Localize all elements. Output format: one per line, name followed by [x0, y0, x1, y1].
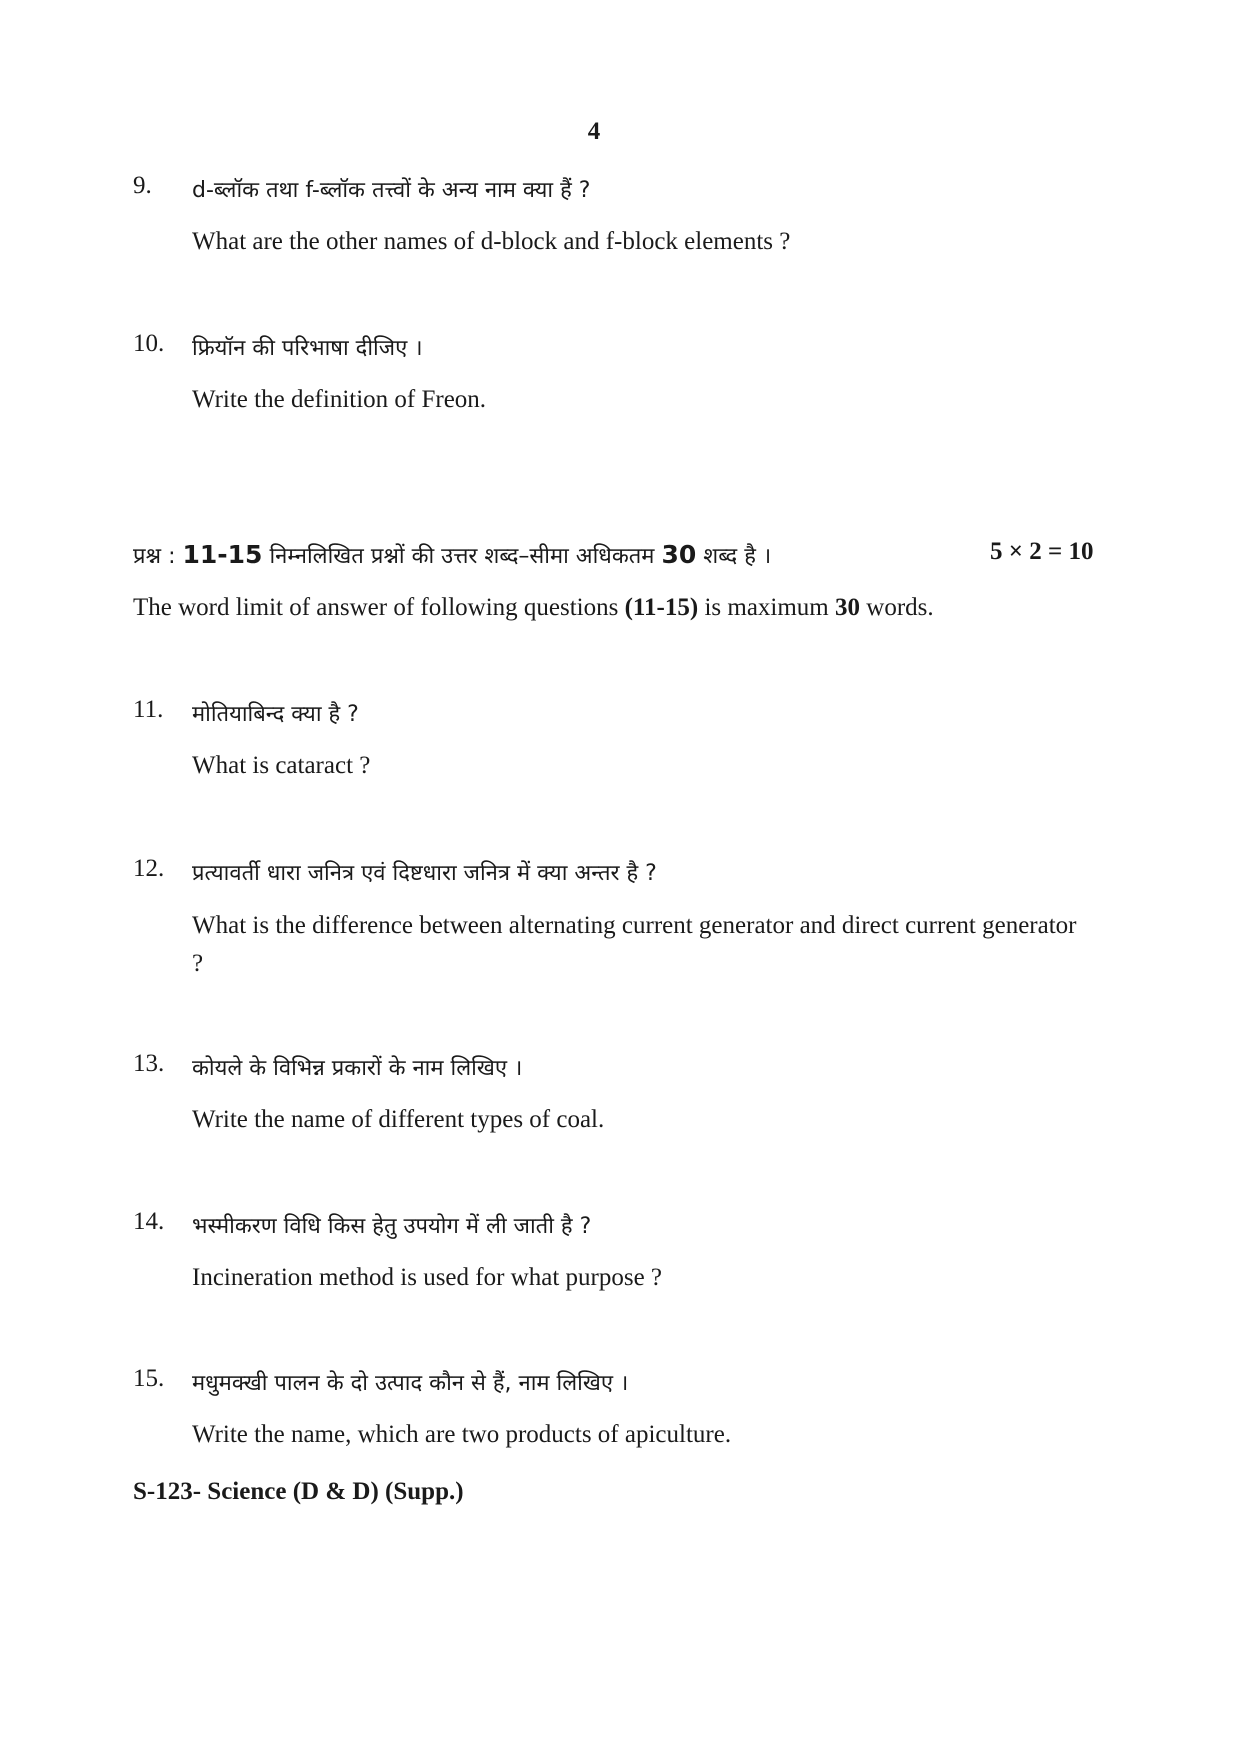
question-10-hindi: फ्रियॉन की परिभाषा दीजिए ।	[192, 336, 423, 361]
question-12-number: 12.	[133, 855, 165, 882]
question-15-number: 15.	[133, 1365, 165, 1392]
section-instruction-hindi: प्रश्न : 11-15 निम्नलिखित प्रश्नों की उत्तर शब्द–सीमा अधिकतम 30 शब्द है ।	[133, 540, 772, 569]
question-12-english: What is the difference between alternating current generator and direct current generator ?	[192, 912, 1077, 977]
question-12-hindi: प्रत्यावर्ती धारा जनित्र एवं दिष्टधारा जनित्र में क्या अन्तर है ?	[192, 861, 657, 886]
section-marks: 5 × 2 = 10	[990, 538, 1094, 565]
section-instruction-english: The word limit of answer of following questions (11-15) is maximum 30 words.	[133, 594, 934, 621]
question-13-english: Write the name of different types of coal.	[192, 1106, 605, 1133]
question-13-number: 13.	[133, 1050, 165, 1077]
paper-code-footer: S-123- Science (D & D) (Supp.)	[133, 1478, 464, 1505]
question-15-english: Write the name, which are two products of apiculture.	[192, 1421, 732, 1448]
question-9-number: 9.	[133, 172, 152, 199]
question-14-number: 14.	[133, 1208, 165, 1235]
question-14-hindi: भस्मीकरण विधि किस हेतु उपयोग में ली जाती है ?	[192, 1214, 592, 1239]
question-13-hindi: कोयले के विभिन्न प्रकारों के नाम लिखिए ।	[192, 1056, 523, 1081]
question-9-english: What are the other names of d-block and f-block elements ?	[192, 228, 791, 255]
question-11-english: What is cataract ?	[192, 752, 371, 779]
question-9-hindi: d-ब्लॉक तथा f-ब्लॉक तत्त्वों के अन्य नाम क्या हैं ?	[192, 178, 591, 203]
question-10-number: 10.	[133, 330, 165, 357]
page-number: 4	[587, 118, 601, 145]
question-14-english: Incineration method is used for what purpose ?	[192, 1264, 663, 1291]
question-10-english: Write the definition of Freon.	[192, 386, 487, 413]
question-11-number: 11.	[133, 696, 164, 723]
question-15-hindi: मधुमक्खी पालन के दो उत्पाद कौन से हैं, नाम लिखिए ।	[192, 1371, 629, 1396]
question-11-hindi: मोतियाबिन्द क्या है ?	[192, 702, 359, 727]
